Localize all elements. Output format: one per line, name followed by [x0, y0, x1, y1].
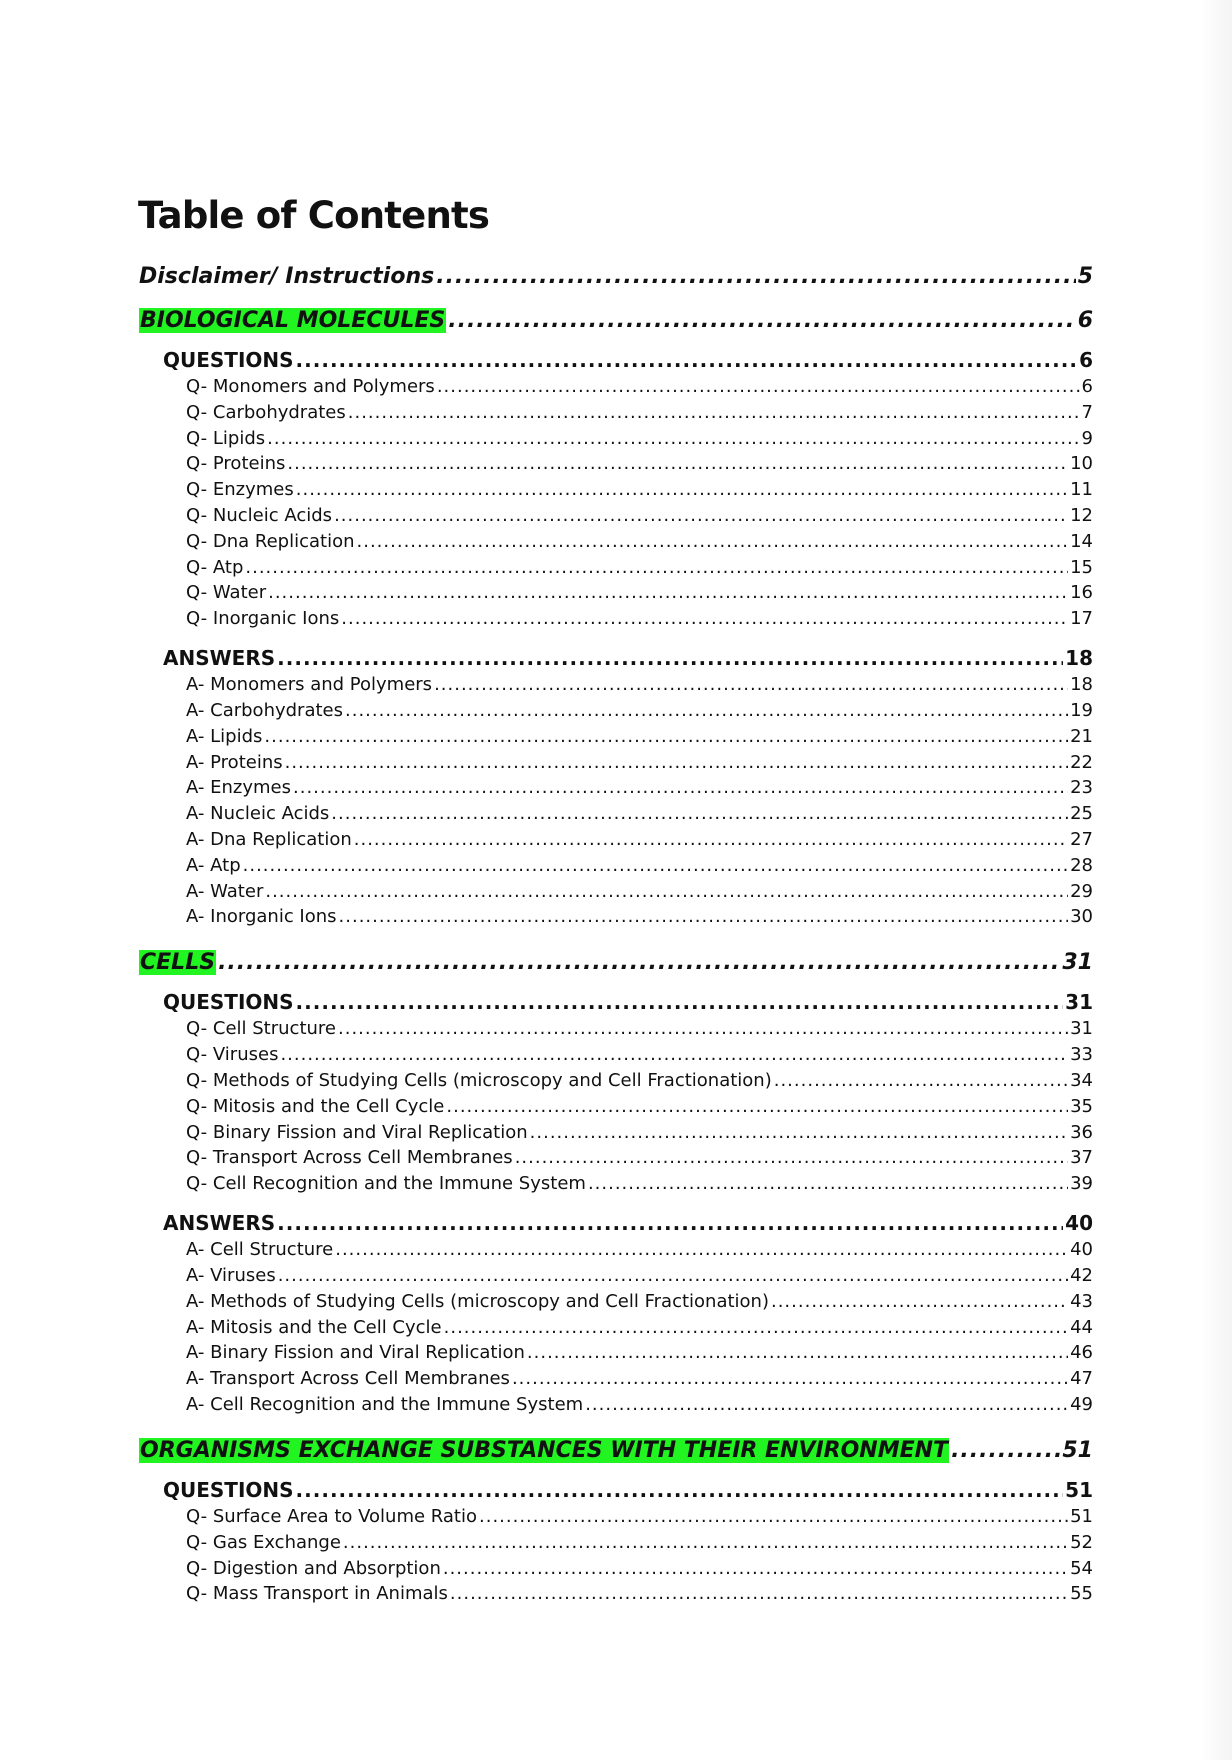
toc-entry[interactable] — [186, 376, 1093, 397]
toc-entry[interactable] — [186, 1173, 1093, 1194]
toc-leader-dots — [296, 1478, 1064, 1502]
toc-entry[interactable] — [186, 674, 1093, 695]
toc-page-number: 42 — [1070, 1265, 1093, 1286]
toc-entry[interactable] — [186, 453, 1093, 474]
toc-entry-title: A- Inorganic Ions — [186, 906, 337, 928]
toc-entry[interactable] — [186, 1147, 1093, 1168]
toc-entry-title: Q- Dna Replication — [186, 530, 355, 552]
toc-entry-title: Q- Inorganic Ions — [186, 608, 340, 630]
toc-leader-dots — [437, 376, 1080, 397]
toc-entry-title: A- Transport Across Cell Membranes — [186, 1368, 510, 1390]
toc-leader-dots — [218, 950, 1060, 975]
toc-entry[interactable] — [186, 1532, 1093, 1553]
toc-entry-title: CELLS — [140, 950, 216, 976]
toc-page-number: 15 — [1070, 556, 1093, 578]
toc-page-number: 17 — [1070, 608, 1093, 630]
toc-entry[interactable] — [186, 906, 1093, 927]
toc-page-number: 6 — [1081, 376, 1093, 397]
toc-entry-title: A- Water — [186, 880, 264, 902]
toc-entry-title: A- Binary Fission and Viral Replication — [186, 1342, 525, 1364]
toc-page-number: 51 — [1062, 1438, 1093, 1463]
toc-entry[interactable] — [186, 1291, 1093, 1312]
toc-entry[interactable] — [186, 402, 1093, 423]
toc-leader-dots — [285, 752, 1068, 773]
toc-page-number: 16 — [1070, 582, 1093, 604]
toc-entry[interactable] — [186, 557, 1093, 578]
toc-entry-title: Q- Carbohydrates — [186, 401, 346, 423]
toc-leader-dots — [296, 990, 1064, 1014]
toc-entry[interactable] — [186, 582, 1093, 603]
toc-leader-dots — [444, 1317, 1068, 1338]
toc-entry-title: A- Cell Recognition and the Immune System — [186, 1394, 584, 1415]
toc-page-number: 49 — [1070, 1394, 1093, 1415]
toc-entry-title: Q- Enzymes — [186, 479, 294, 501]
toc-entry[interactable] — [186, 531, 1093, 552]
toc-entry-title: Q- Mass Transport in Animals — [186, 1583, 448, 1605]
toc-leader-dots — [434, 674, 1068, 695]
toc-page-number: 44 — [1070, 1316, 1093, 1338]
toc-page-number: 51 — [1070, 1506, 1093, 1527]
toc-page-number: 12 — [1070, 505, 1093, 526]
toc-page-number: 6 — [1079, 348, 1093, 372]
toc-page-number: 19 — [1070, 700, 1093, 721]
toc-page-number: 30 — [1070, 906, 1093, 928]
toc-entry-title: Q- Viruses — [186, 1044, 279, 1066]
toc-page-number: 52 — [1070, 1531, 1093, 1553]
toc-entry-title: A- Cell Structure — [186, 1239, 334, 1261]
toc-leader-dots — [436, 264, 1075, 289]
toc-entry-title: Q- Water — [186, 582, 267, 604]
toc-entry-title: Q- Cell Structure — [186, 1018, 336, 1040]
toc-leader-dots — [277, 646, 1063, 670]
toc-entry-title: A- Enzymes — [186, 777, 292, 799]
toc-leader-dots — [280, 1044, 1068, 1065]
toc-entry-title: Disclaimer/ Instructions — [139, 264, 435, 289]
toc-leader-dots — [443, 1558, 1068, 1579]
toc-entry[interactable] — [186, 1018, 1093, 1039]
toc-entry-title: A- Nucleic Acids — [186, 803, 330, 825]
toc-entry[interactable] — [163, 1478, 1093, 1502]
toc-page-number: 31 — [1070, 1018, 1093, 1040]
toc-page-number: 34 — [1070, 1070, 1093, 1091]
toc-leader-dots — [243, 855, 1068, 876]
toc-page-number: 46 — [1070, 1342, 1093, 1364]
toc-entry-title: ANSWERS — [163, 1211, 276, 1236]
toc-entry-title: Q- Lipids — [186, 427, 266, 449]
toc-entry[interactable] — [163, 990, 1093, 1014]
toc-entry-title: Q- Mitosis and the Cell Cycle — [186, 1095, 445, 1117]
toc-leader-dots — [341, 608, 1068, 629]
toc-entry[interactable] — [186, 1368, 1093, 1389]
toc-entry[interactable] — [186, 1506, 1093, 1527]
toc-leader-dots — [293, 777, 1068, 798]
toc-entry-title: Q- Transport Across Cell Membranes — [186, 1147, 513, 1169]
toc-entry[interactable] — [186, 829, 1093, 850]
toc-entry[interactable] — [186, 1317, 1093, 1338]
toc-entry[interactable] — [139, 1438, 1093, 1463]
toc-page-number: 55 — [1070, 1583, 1093, 1605]
toc-page-number: 18 — [1070, 674, 1093, 696]
toc-entry-title: Q- Gas Exchange — [186, 1531, 341, 1553]
toc-page-number: 7 — [1081, 401, 1093, 423]
toc-entry-title: Q- Monomers and Polymers — [186, 376, 435, 397]
toc-entry[interactable] — [186, 1265, 1093, 1286]
toc-page-number: 40 — [1065, 1211, 1093, 1236]
toc-entry-title: Q- Methods of Studying Cells (microscopy and Cell Fractionation) — [186, 1070, 772, 1091]
toc-leader-dots — [479, 1506, 1068, 1527]
toc-entry[interactable] — [186, 1239, 1093, 1260]
toc-entry-title: A- Proteins — [186, 751, 283, 773]
toc-leader-dots — [335, 1239, 1068, 1260]
toc-leader-dots — [331, 803, 1068, 824]
toc-entry[interactable] — [186, 1342, 1093, 1363]
toc-entry-title: A- Monomers and Polymers — [186, 674, 433, 696]
toc-entry[interactable] — [139, 950, 1093, 975]
toc-entry-title: A- Viruses — [186, 1265, 276, 1286]
toc-page-number: 47 — [1070, 1368, 1093, 1390]
toc-leader-dots — [345, 700, 1068, 721]
toc-leader-dots — [585, 1394, 1068, 1415]
toc-page-number: 35 — [1070, 1095, 1093, 1117]
toc-entry[interactable] — [186, 855, 1093, 876]
toc-entry-title: Q- Digestion and Absorption — [186, 1557, 441, 1579]
toc-page-number: 43 — [1070, 1290, 1093, 1312]
toc-leader-dots — [354, 829, 1068, 850]
toc-entry[interactable] — [186, 1070, 1093, 1091]
toc-page-number: 22 — [1070, 751, 1093, 773]
toc-leader-dots — [512, 1368, 1068, 1389]
toc-entry[interactable] — [186, 752, 1093, 773]
toc-entry-title: Q- Binary Fission and Viral Replication — [186, 1121, 528, 1143]
toc-page-number: 23 — [1070, 777, 1093, 799]
toc-leader-dots — [348, 402, 1080, 423]
toc-page-number: 14 — [1070, 530, 1093, 552]
toc-entry-title: BIOLOGICAL MOLECULES — [140, 308, 446, 333]
toc-leader-dots — [296, 479, 1068, 500]
toc-entry-title: ORGANISMS EXCHANGE SUBSTANCES WITH THEIR ENVIRONMENT — [140, 1438, 949, 1463]
toc-page-number: 31 — [1062, 950, 1093, 976]
toc-page-number: 33 — [1070, 1044, 1093, 1066]
toc-leader-dots — [334, 505, 1068, 526]
toc-entry-title: Q- Proteins — [186, 453, 286, 475]
toc-entry-title: A- Dna Replication — [186, 829, 352, 850]
toc-page-number: 36 — [1070, 1121, 1093, 1143]
toc-entry-title: A- Carbohydrates — [186, 700, 343, 721]
toc-entry[interactable] — [186, 881, 1093, 902]
toc-leader-dots — [515, 1147, 1068, 1168]
toc-entry[interactable] — [186, 479, 1093, 500]
toc-leader-dots — [588, 1173, 1068, 1194]
toc-page-number: 54 — [1070, 1557, 1093, 1579]
toc-page-number: 29 — [1070, 880, 1093, 902]
toc-leader-dots — [245, 557, 1068, 578]
toc-page-number: 5 — [1077, 264, 1093, 289]
toc-entry[interactable] — [186, 777, 1093, 798]
toc-leader-dots — [343, 1532, 1068, 1553]
toc-leader-dots — [338, 1018, 1068, 1039]
toc-page-number: 31 — [1065, 990, 1093, 1015]
toc-page-number: 27 — [1070, 829, 1093, 850]
toc-entry-title: QUESTIONS — [163, 990, 294, 1015]
toc-title: Table of Contents — [138, 194, 490, 237]
toc-page-number: 18 — [1065, 646, 1093, 671]
toc-entry-title: A- Atp — [186, 854, 241, 876]
toc-entry[interactable] — [186, 1394, 1093, 1415]
toc-leader-dots — [264, 726, 1068, 747]
toc-leader-dots — [448, 308, 1075, 333]
toc-entry-title: ANSWERS — [163, 646, 276, 671]
toc-leader-dots — [527, 1342, 1068, 1363]
toc-entry[interactable] — [139, 264, 1093, 289]
toc-page-number: 40 — [1070, 1239, 1093, 1261]
toc-leader-dots — [268, 582, 1068, 603]
toc-page-number: 9 — [1081, 427, 1093, 449]
toc-leader-dots — [771, 1291, 1068, 1312]
toc-entry-title: QUESTIONS — [163, 348, 294, 372]
toc-page-number: 10 — [1070, 453, 1093, 475]
toc-leader-dots — [277, 1211, 1063, 1235]
toc-entry[interactable] — [139, 308, 1093, 333]
toc-leader-dots — [357, 531, 1069, 552]
toc-leader-dots — [265, 881, 1068, 902]
toc-entry[interactable] — [163, 1211, 1093, 1235]
toc-page-number: 11 — [1070, 479, 1093, 501]
toc-entry[interactable] — [186, 700, 1093, 721]
toc-entry[interactable] — [186, 1096, 1093, 1117]
toc-page-number: 39 — [1070, 1173, 1093, 1195]
toc-leader-dots — [951, 1438, 1060, 1463]
toc-entry[interactable] — [186, 803, 1093, 824]
toc-entry-title: Q- Atp — [186, 556, 244, 578]
toc-entry[interactable] — [186, 1558, 1093, 1579]
toc-entry-title: A- Lipids — [186, 725, 263, 747]
toc-entry[interactable] — [186, 1583, 1093, 1604]
toc-page-number: 28 — [1070, 854, 1093, 876]
toc-page-number: 25 — [1070, 803, 1093, 825]
toc-entry[interactable] — [186, 1122, 1093, 1143]
toc-leader-dots — [296, 348, 1078, 372]
toc-entry[interactable] — [186, 608, 1093, 629]
toc-page-number: 37 — [1070, 1147, 1093, 1169]
toc-leader-dots — [278, 1265, 1068, 1286]
toc-leader-dots — [267, 428, 1079, 449]
toc-leader-dots — [287, 453, 1068, 474]
toc-entry[interactable] — [163, 646, 1093, 670]
toc-page-number: 21 — [1070, 725, 1093, 747]
toc-entry-title: Q- Cell Recognition and the Immune System — [186, 1173, 586, 1195]
toc-entry-title: A- Mitosis and the Cell Cycle — [186, 1316, 442, 1338]
toc-entry-title: Q- Surface Area to Volume Ratio — [186, 1506, 477, 1527]
toc-entry-title: QUESTIONS — [163, 1478, 294, 1502]
toc-leader-dots — [530, 1122, 1068, 1143]
toc-leader-dots — [774, 1070, 1068, 1091]
toc-entry-title: A- Methods of Studying Cells (microscopy and Cell Fractionation) — [186, 1290, 769, 1312]
toc-entry-title: Q- Nucleic Acids — [186, 505, 333, 526]
toc-leader-dots — [446, 1096, 1068, 1117]
toc-page-number: 6 — [1077, 308, 1093, 333]
toc-page-number: 51 — [1065, 1478, 1093, 1502]
toc-entry[interactable] — [186, 428, 1093, 449]
toc-leader-dots — [450, 1583, 1068, 1604]
toc-entry[interactable] — [186, 1044, 1093, 1065]
toc-entry[interactable] — [163, 348, 1093, 372]
toc-leader-dots — [339, 906, 1069, 927]
toc-entry[interactable] — [186, 726, 1093, 747]
toc-entry[interactable] — [186, 505, 1093, 526]
